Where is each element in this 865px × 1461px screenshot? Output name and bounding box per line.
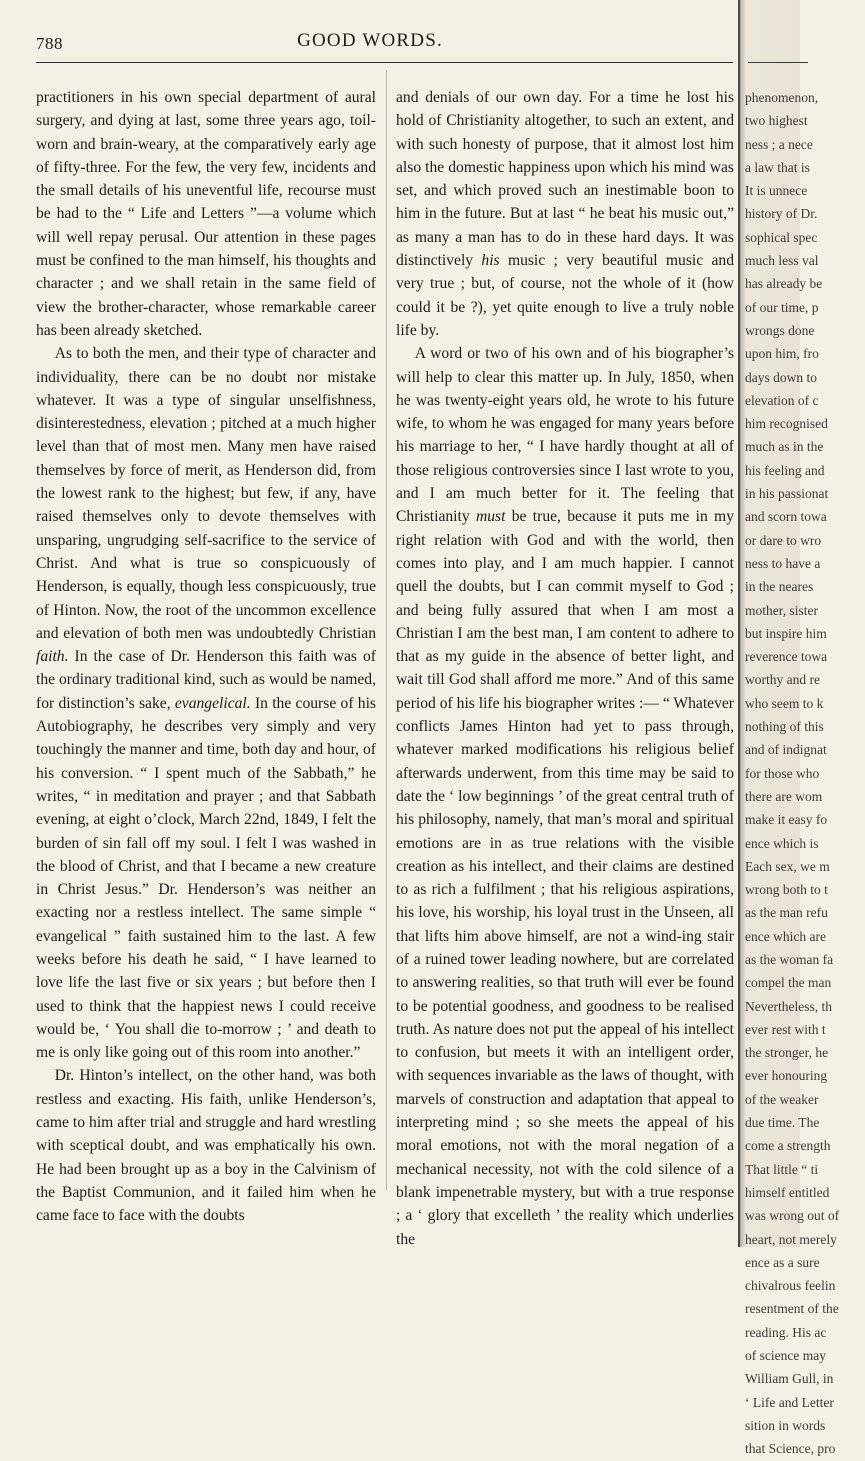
next-page-line: of our time, p [745, 299, 819, 315]
paragraph [396, 342, 734, 1251]
page-header [0, 0, 760, 58]
next-page-line: him recognised [745, 416, 828, 432]
next-page-line: who seem to k [745, 695, 824, 711]
next-page-line: and of indignat [745, 742, 827, 758]
text-run: and denials of our own day. For a time he lost his hold of Christianity altogether, to such an extent, and with such honesty of purpose, that it almost lost him also the domestic happiness upon which his mind was set, and which proved such an inestimable boon to him in the future. But at last “ he beat his music out,” as many a man has to do in these hard days. It was distinctively [396, 89, 734, 270]
text-run: music ; very beautiful music and very true ; but, of course, not the whole of it (how could it be ?), yet quite enough to live a truly noble life by. [396, 252, 734, 339]
next-page-line: in the neares [745, 579, 814, 595]
next-page-line: Each sex, we m [745, 858, 830, 874]
page-gutter [738, 0, 740, 1247]
next-page-line: heart, not merely [745, 1231, 837, 1247]
next-page-line: was wrong out of [745, 1208, 840, 1224]
next-page-line: for those who [745, 765, 820, 781]
next-page-line: or dare to wro [745, 532, 822, 548]
next-page-line: nothing of this [745, 719, 824, 735]
next-page-line: ness to have a [745, 555, 821, 571]
next-page-line: has already be [745, 276, 823, 292]
next-page-line: elevation of c [745, 392, 819, 408]
text-run: In the case of Dr. Henderson this faith was of the ordinary traditional kind, such as would be named, for distinction’s sake, [36, 648, 376, 712]
next-page-line: in his passionat [745, 486, 829, 502]
next-page-line: mother, sister [745, 602, 818, 618]
next-page-line: there are wom [745, 788, 823, 804]
paragraph: practitioners in his own special department of aural surgery, and dying at last, some three years ago, toil-worn and brain-weary, at the comparatively early age of fifty-three. For the few, the very few, incidents and the small details of his uneventful life, recourse must be had to the “ Life and Letters ”—a volume which will well repay perusal. Our attention in these pages must be confined to the man himself, his thoughts and character ; and we shall retain in the same field of view the brother-character, whose remarkable career has been already sketched. [36, 89, 376, 339]
next-page-line: sophical spec [745, 229, 818, 245]
next-page-line: and scorn towa [745, 509, 827, 525]
header-rule [36, 62, 733, 63]
next-page-line: resentment of the [745, 1301, 839, 1317]
column-divider [386, 70, 387, 1190]
next-page-line: days down to [745, 369, 817, 385]
text-run: As to both the men, and their type of character and individuality, there can be no doubt nor mistake whatever. It was a type of singular unselfishness, disinterestedness, elevation ; pitched at a much higher level than that of most men. Many men have raised themselves by force of merit, as Henderson did, from the lowest rank to the highest; but few, if any, have raised themselves only to devote themselves with unsparing, ungrudging self-sacrifice to the service of Christ. And what is true so conspicuously of Henderson, is equally, though less conspicuously, true of Hinton. Now, the root of the uncommon excellence and elevation of both men was undoubtedly Christian [36, 345, 376, 642]
text-run: be true, because it puts me in my right relation with God and with the world, then comes into play, and I am much happier. I cannot quell the doubts, but I can commit myself to God ; and being fully assured that when I am most a Christian I am the best man, I am content to adhere to that as my guide in the absence of better light, and wait till God shall afford me more.” And of this same period of his life his biographer writes :— “ Whatever conflicts James Hinton had yet to pass through, whatever marked modifications his religious belief afterwards underwent, from this time may be said to date the ‘ low beginnings ’ of the great central truth of his philosophy, namely, that man’s moral and spiritual emotions are in as true relations with the visible creation as his intellect, and their claims are destined to as rich a fulfilment ; that his religious aspirations, his love, his worship, his loyal trust in the Unseen, all that lifts him above himself, are not a wind-ing stair of a ruined tower leading nowhere, but are correlated to answering realities, so that truth will ever be found to be potential goodness, and goodness to be realised truth. As nature does not put the appeal of his intellect to confusion, but meets it with an intelligent order, with sequences invariable as the laws of thought, with marvels of construction and adaptation that appeal to interpreting mind ; so she meets the appeal of his moral emotions, not with the moral negation of a mechanical necessity, not with the cold silence of a blank impenetrable mystery, but with a true response ; a ‘ glory that excelleth ’ the reality which underlies the [396, 508, 734, 1248]
next-page-line: upon him, fro [745, 346, 819, 362]
next-page-line: his feeling and [745, 462, 825, 478]
next-page-line: wrongs done [745, 322, 815, 338]
next-page-line: It is unnece [745, 183, 808, 199]
next-page-line: history of Dr. [745, 206, 818, 222]
next-page-line: ever rest with t [745, 1021, 826, 1037]
next-page-text [745, 86, 865, 1461]
next-page-line: but inspire him [745, 625, 827, 641]
next-page-line: of the weaker [745, 1091, 819, 1107]
next-page-line: ence which are [745, 928, 826, 944]
next-page-line: wrong both to t [745, 882, 828, 898]
next-page-sliver [738, 0, 840, 1457]
right-column [396, 86, 734, 1251]
running-title: GOOD WORDS. [297, 30, 443, 51]
next-page-line: a law that is [745, 159, 810, 175]
next-page-line: the stronger, he [745, 1045, 829, 1061]
next-page-line: compel the man [745, 975, 832, 991]
paragraph: Dr. Hinton’s intellect, on the other hand, was both restless and exacting. His faith, unlike Henderson’s, came to him after trial and struggle and hard wrestling with sceptical doubt, and was emphatically his own. He had been brought up as a boy in the Calvinism of the Baptist Communion, and it failed him when he came face to face with the doubts [36, 1067, 376, 1225]
next-page-line: himself entitled [745, 1184, 830, 1200]
next-page-line: ness ; a nece [745, 136, 813, 152]
next-page-line: That little “ ti [745, 1161, 819, 1177]
paragraph [396, 86, 734, 342]
emphasis: evangelical. [174, 694, 251, 712]
next-page-line: come a strength [745, 1138, 831, 1154]
next-page-line: reverence towa [745, 649, 828, 665]
next-page-line: two highest [745, 113, 808, 129]
left-column [36, 86, 376, 1228]
next-page-line: worthy and re [745, 672, 820, 688]
emphasis: faith. [36, 648, 69, 666]
next-page-line: Nevertheless, th [745, 998, 832, 1014]
next-page-line: phenomenon, [745, 90, 819, 105]
next-page-line: much as in the [745, 439, 824, 455]
next-page-line: of science may [745, 1348, 826, 1364]
paragraph [36, 342, 376, 1064]
page-number: 788 [36, 34, 63, 53]
next-page-rule [748, 62, 808, 63]
next-page-line: reading. His ac [745, 1324, 827, 1340]
text-run: A word or two of his own and of his biographer’s will help to clear this matter up. In July, 1850, when he was twenty-eight years old, he wrote to his future wife, to whom he was engaged for many years before his marriage to her, “ I have hardly thought at all of those religious controversies since I last wrote to you, and I am much better for it. The feeling that Christianity [396, 345, 734, 526]
next-page-line: ever honouring [745, 1068, 828, 1084]
next-page-line: that Science, pro [745, 1441, 836, 1457]
emphasis: must [475, 508, 506, 526]
emphasis: his [481, 252, 500, 270]
next-page-line: ence which is [745, 835, 819, 851]
next-page-line: as the woman fa [745, 951, 834, 967]
next-page-line: sition in words [745, 1417, 826, 1433]
next-page-line: chivalrous feelin [745, 1278, 836, 1294]
next-page-line: ‘ Life and Letter [745, 1394, 834, 1410]
next-page-line: William Gull, in [745, 1371, 834, 1387]
text-run: In the course of his Autobiography, he describes very simply and very touchingly the manner and time, both day and hour, of his conversion. “ I spent much of the Sabbath,” he writes, “ in meditation and prayer ; and that Sabbath evening, at eight o’clock, March 22nd, 1849, I felt the burden of sin fall off my soul. I felt I was washed in the blood of Christ, and that I became a new creature in Christ Jesus.” Dr. Henderson’s was neither an exacting nor a restless intellect. The same simple “ evangelical ” faith sustained him to the last. A few weeks before his death he said, “ I have learned to love life the last five or six years ; but before then I used to think that the happiest news I could receive would be, ‘ You shall die to-morrow ; ’ and death to me is only like going out of this room into another.” [36, 694, 376, 1062]
next-page-line: ence as a sure [745, 1254, 820, 1270]
next-page-line: make it easy fo [745, 812, 828, 828]
next-page-line: due time. The [745, 1115, 820, 1131]
next-page-line: as the man refu [745, 905, 828, 921]
next-page-line: much less val [745, 253, 819, 269]
